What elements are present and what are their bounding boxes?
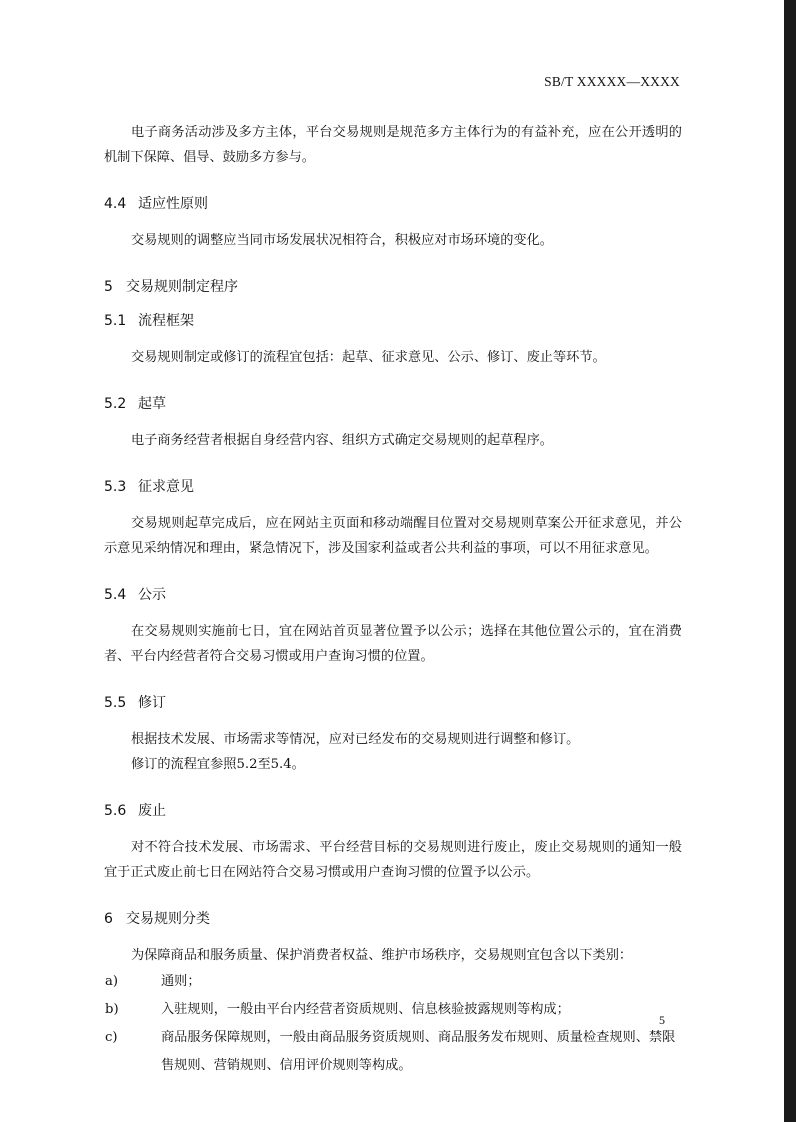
section-title: 征求意见: [138, 479, 194, 495]
section-title: 修订: [138, 695, 166, 711]
paragraph-6: 为保障商品和服务质量、保护消费者权益、维护市场秩序，交易规则宜包含以下类别：: [131, 948, 633, 963]
page-edge-bar: [784, 0, 796, 1122]
list-marker: b): [105, 1002, 119, 1017]
section-number: 5: [104, 279, 113, 295]
paragraph-5-5-b: 修订的流程宜参照5.2至5.4。: [131, 757, 305, 772]
section-number: 5.5: [104, 695, 127, 711]
section-title: 公示: [138, 587, 166, 603]
section-number: 5.3: [104, 479, 127, 495]
section-heading-5-3: [104, 477, 682, 497]
section-heading-5-2: [104, 394, 682, 414]
section-number: 5.4: [104, 587, 127, 603]
section-heading-5-5: [104, 693, 682, 713]
section-number: 5.6: [104, 803, 127, 819]
paragraph-intro: 电子商务活动涉及多方主体，平台交易规则是规范多方主体行为的有益补充，应在公开透明的机制下保障、倡导、鼓励多方参与。: [104, 125, 682, 165]
section-title: 交易规则分类: [126, 911, 210, 927]
paragraph-5-1: 交易规则制定或修订的流程宜包括：起草、征求意见、公示、修订、废止等环节。: [131, 350, 606, 365]
document-body: [104, 120, 682, 1080]
paragraph-5-3: 交易规则起草完成后，应在网站主页面和移动端醒目位置对交易规则草案公开征求意见，并公示意见采纳情况和理由，紧急情况下，涉及国家利益或者公共利益的事项，可以不用征求意见。: [104, 516, 682, 556]
section-number: 4.4: [104, 196, 127, 212]
paragraph-4-4: 交易规则的调整应当同市场发展状况相符合，积极应对市场环境的变化。: [131, 233, 553, 248]
list-item-text: 商品服务保障规则，一般由商品服务资质规则、商品服务发布规则、质量检查规则、禁限售规则、营销规则、信用评价规则等构成。: [161, 1030, 676, 1073]
paragraph-5-2: 电子商务经营者根据自身经营内容、组织方式确定交易规则的起草程序。: [131, 433, 553, 448]
list-marker: a): [105, 974, 119, 989]
section-title: 起草: [138, 396, 166, 412]
section-number: 5.2: [104, 396, 127, 412]
list-item: [104, 968, 682, 996]
section-title: 废止: [138, 803, 166, 819]
list-item-text: 入驻规则，一般由平台内经营者资质规则、信息核验披露规则等构成；: [161, 1002, 570, 1017]
section-number: 6: [104, 911, 113, 927]
page-number: 5: [659, 1013, 665, 1027]
section-title: 交易规则制定程序: [126, 279, 238, 295]
list-item: [104, 1024, 682, 1080]
section-heading-6: [104, 909, 682, 929]
paragraph-5-5-a: 根据技术发展、市场需求等情况，应对已经发布的交易规则进行调整和修订。: [131, 732, 580, 747]
category-list: [104, 968, 682, 1080]
paragraph-5-6: 对不符合技术发展、市场需求、平台经营目标的交易规则进行废止，废止交易规则的通知一般宜于正式废止前七日在网站符合交易习惯或用户查询习惯的位置予以公示。: [104, 840, 682, 880]
section-number: 5.1: [104, 313, 127, 329]
section-heading-5-4: [104, 585, 682, 605]
section-heading-5-6: [104, 801, 682, 821]
section-title: 流程框架: [138, 313, 194, 329]
section-title: 适应性原则: [138, 196, 208, 212]
section-heading-5: [104, 277, 682, 297]
list-item: [104, 996, 682, 1024]
section-heading-4-4: [104, 194, 682, 214]
list-marker: c): [105, 1030, 118, 1045]
document-code: SB/T XXXXX—XXXX: [544, 74, 680, 89]
paragraph-5-4: 在交易规则实施前七日，宜在网站首页显著位置予以公示；选择在其他位置公示的，宜在消费者、平台内经营者符合交易习惯或用户查询习惯的位置。: [104, 624, 682, 664]
list-item-text: 通则；: [161, 974, 201, 989]
section-heading-5-1: [104, 311, 682, 331]
